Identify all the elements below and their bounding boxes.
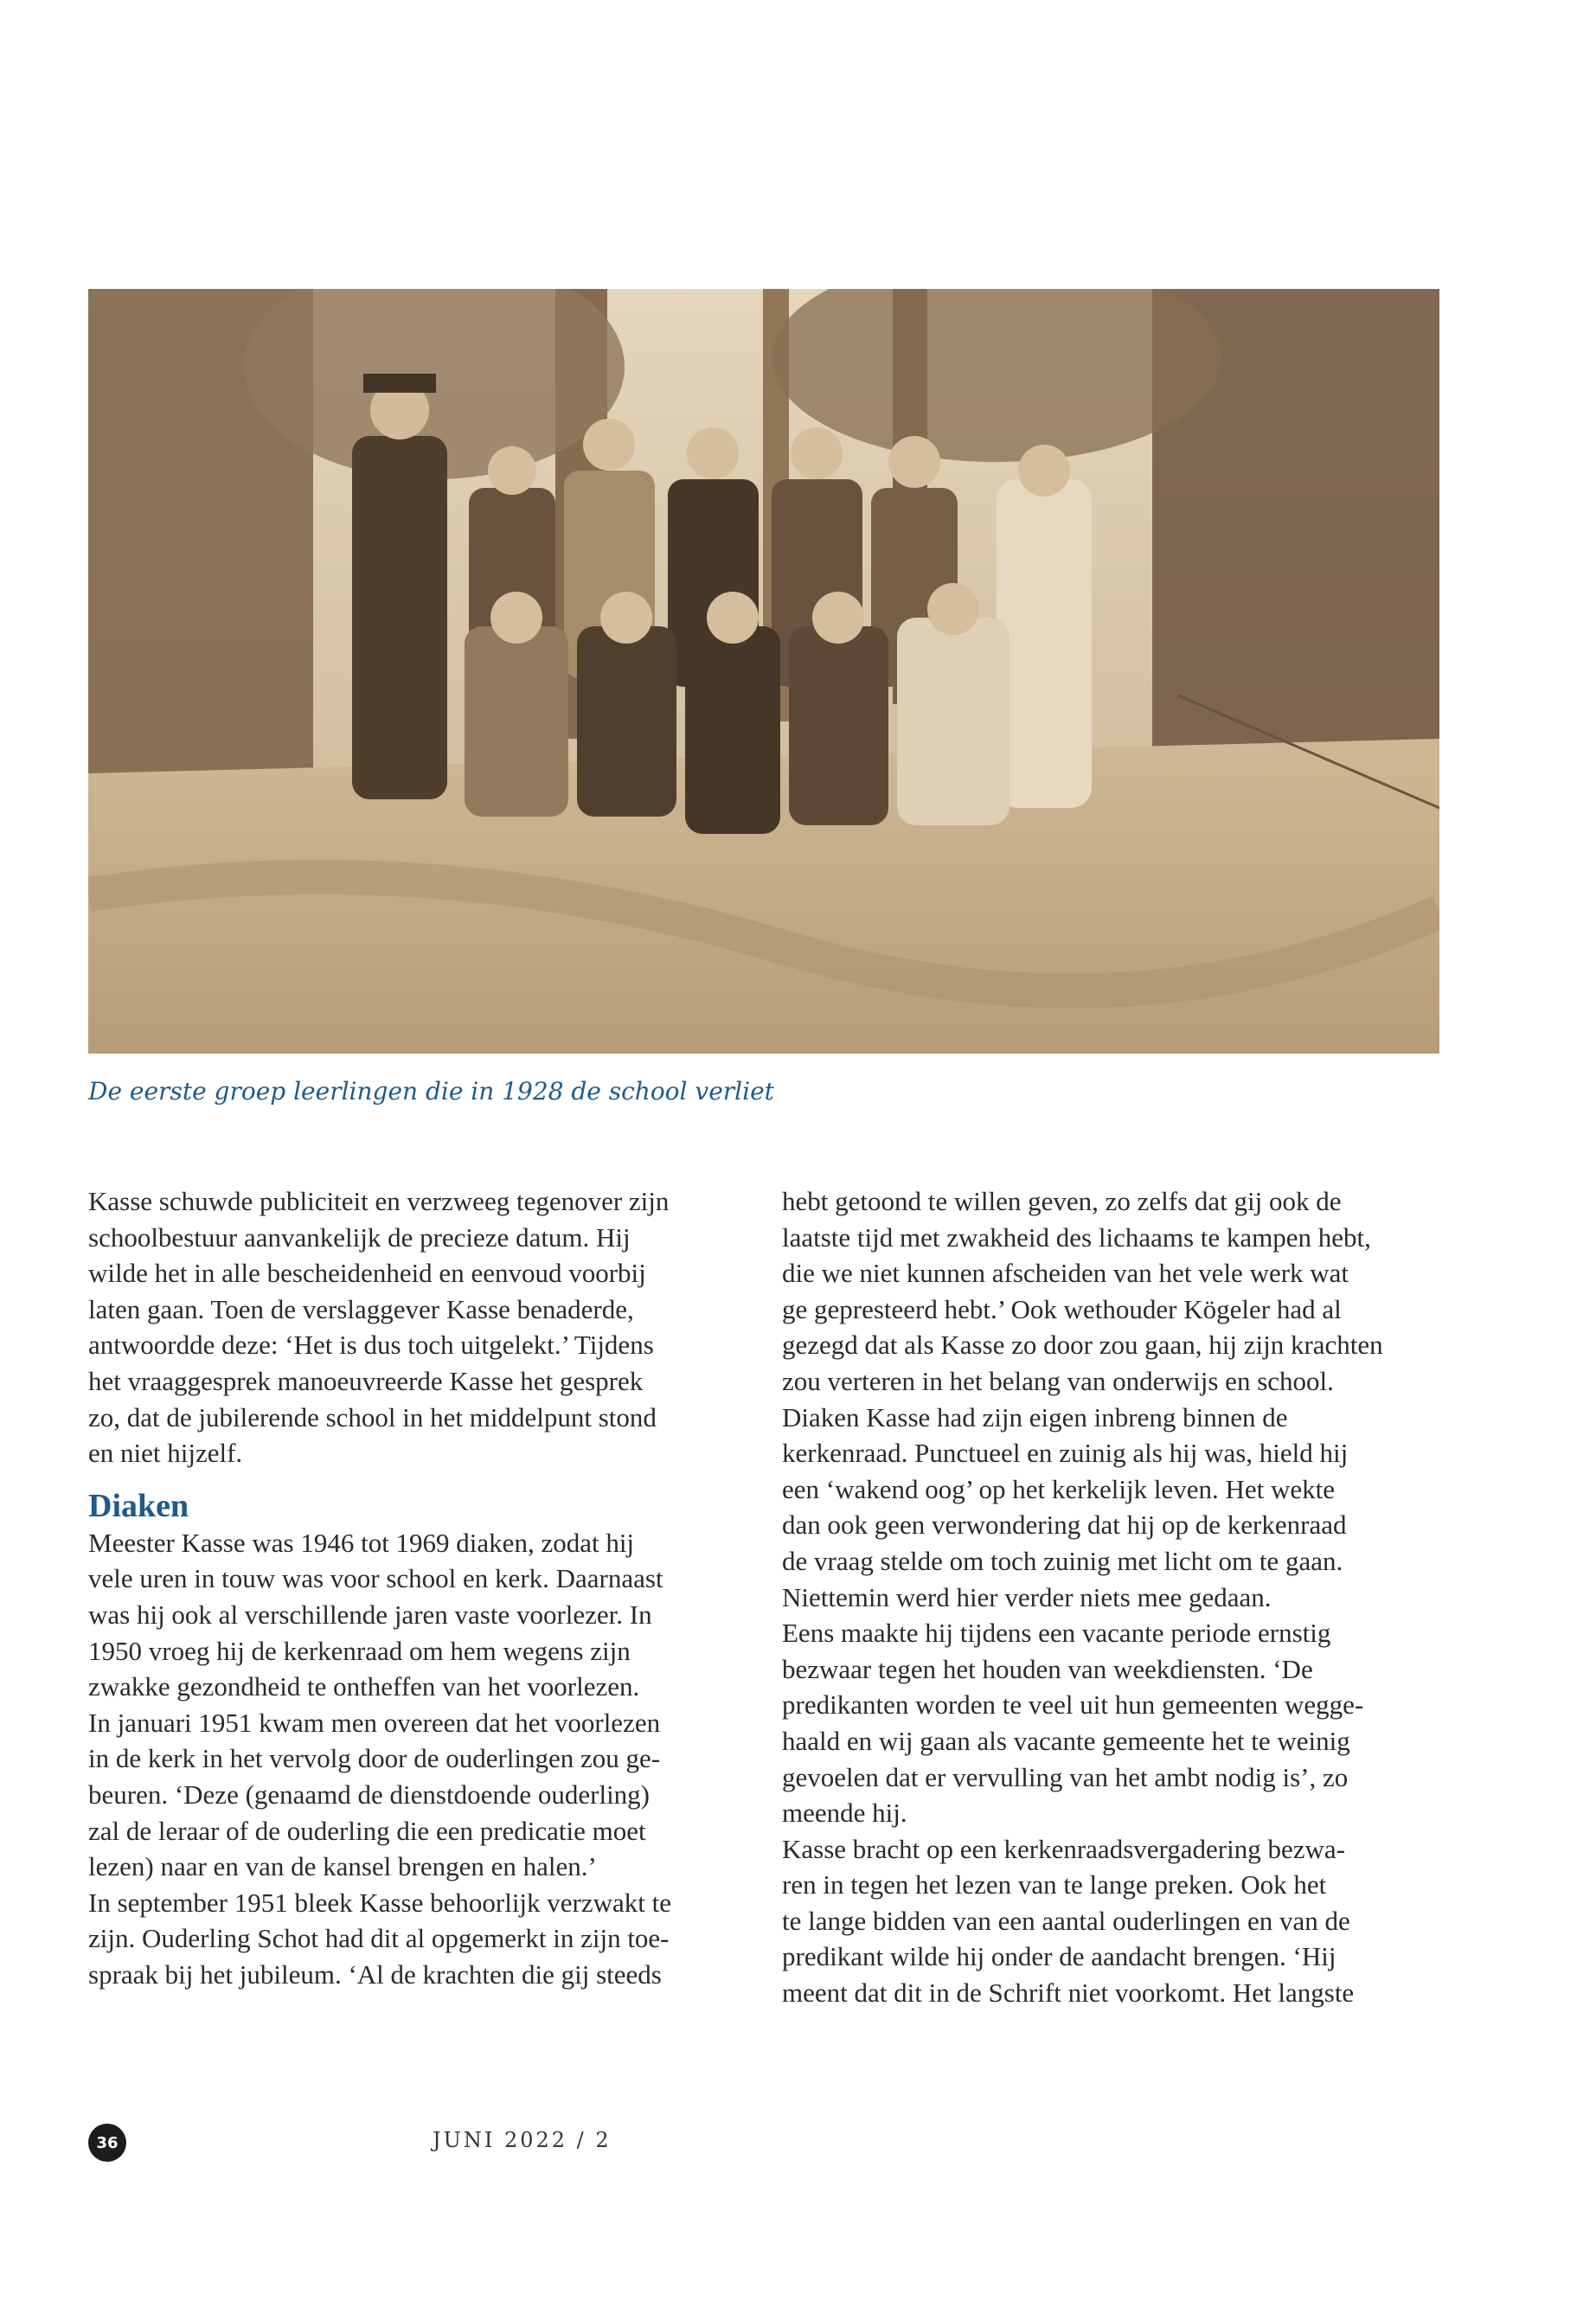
sepia-photo-illustration — [88, 289, 1439, 1054]
issue-label: JUNI 2022 / 2 — [433, 2128, 612, 2152]
body-paragraph: Meester Kasse was 1946 tot 1969 diaken, zodat hij vele uren in touw was voor school en kerk. Daarnaast was hij ook al verschillende jaren vaste voorlezer. In 1950 vroeg hij de kerkenraad om hem wegens zijn zwakke gezondheid te ontheffen van het voorlezen. In januari 1951 kwam men overeen dat het voorlezen in de kerk in het vervolg door de ouderlingen zou ge- beuren. ‘Deze (genaamd de dienstdoende ouderling) zal de leraar of de ouderling die een predicatie moet lezen) naar en van de kansel brengen en halen.’ In september 1951 bleek Kasse behoorlijk verzwakt te zijn. Ouderling Schot had dit al opgemerkt in zijn toe- spraak bij het jubileum. ‘Al de krachten die gij steeds — [88, 1527, 672, 1990]
photo-caption: De eerste groep leerlingen die in 1928 de school verliet — [88, 1077, 774, 1106]
page-number: 36 — [88, 2124, 126, 2162]
body-paragraph: Kasse bracht op een kerkenraadsvergadering bezwa- ren in tegen het lezen van te lange preken. Ook het te lange bidden van een aantal ouderlingen en van de predikant wilde hij onder de aandacht brengen. ‘Hij meent dat dit in de Schrift niet voorkomt. Het langste — [782, 1833, 1355, 2009]
body-paragraph: hebt getoond te willen geven, zo zelfs dat gij ook de laatste tijd met zwakheid des lichaams te kampen hebt, die we niet kunnen afscheiden van het vele werk wat ge gepresteerd hebt.’ Ook wethouder Kögeler had al gezegd dat als Kasse zo door zou gaan, hij zijn krachten zou verteren in het belang van onderwijs en school. Diaken Kasse had zijn eigen inbreng binnen de kerkenraad. Punctueel en zuinig als hij was, hield hij een ‘wakend oog’ op het kerkelijk leven. Het wekte dan ook geen verwondering dat hij op de kerkenraad de vraag stelde om toch zuinig met licht om te gaan. Niettemin werd hier verder niets mee gedaan. — [782, 1186, 1383, 1612]
body-paragraph: Kasse schuwde publiciteit en verzweeg tegenover zijn schoolbestuur aanvankelijk de precieze datum. Hij wilde het in alle bescheidenheid en eenvoud voorbij laten gaan. Toen de verslaggever Kasse benaderde, antwoordde deze: ‘Het is dus toch uitgelekt.’ Tijdens het vraaggesprek manoeuvreerde Kasse het gesprek zo, dat de jubilerende school in het middelpunt stond en niet hijzelf. — [88, 1186, 670, 1469]
right-column — [782, 1183, 1439, 2011]
left-column — [88, 1183, 746, 1992]
section-heading: Diaken — [88, 1487, 189, 1524]
group-photo — [88, 289, 1439, 1054]
body-paragraph: Eens maakte hij tijdens een vacante periode ernstig bezwaar tegen het houden van weekdiensten. ‘De predikanten worden te veel uit hun gemeenten wegge- haald en wij gaan als vacante gemeente het te weinig gevoelen dat er vervulling van het ambt nodig is’, zo meende hij. — [782, 1618, 1364, 1829]
